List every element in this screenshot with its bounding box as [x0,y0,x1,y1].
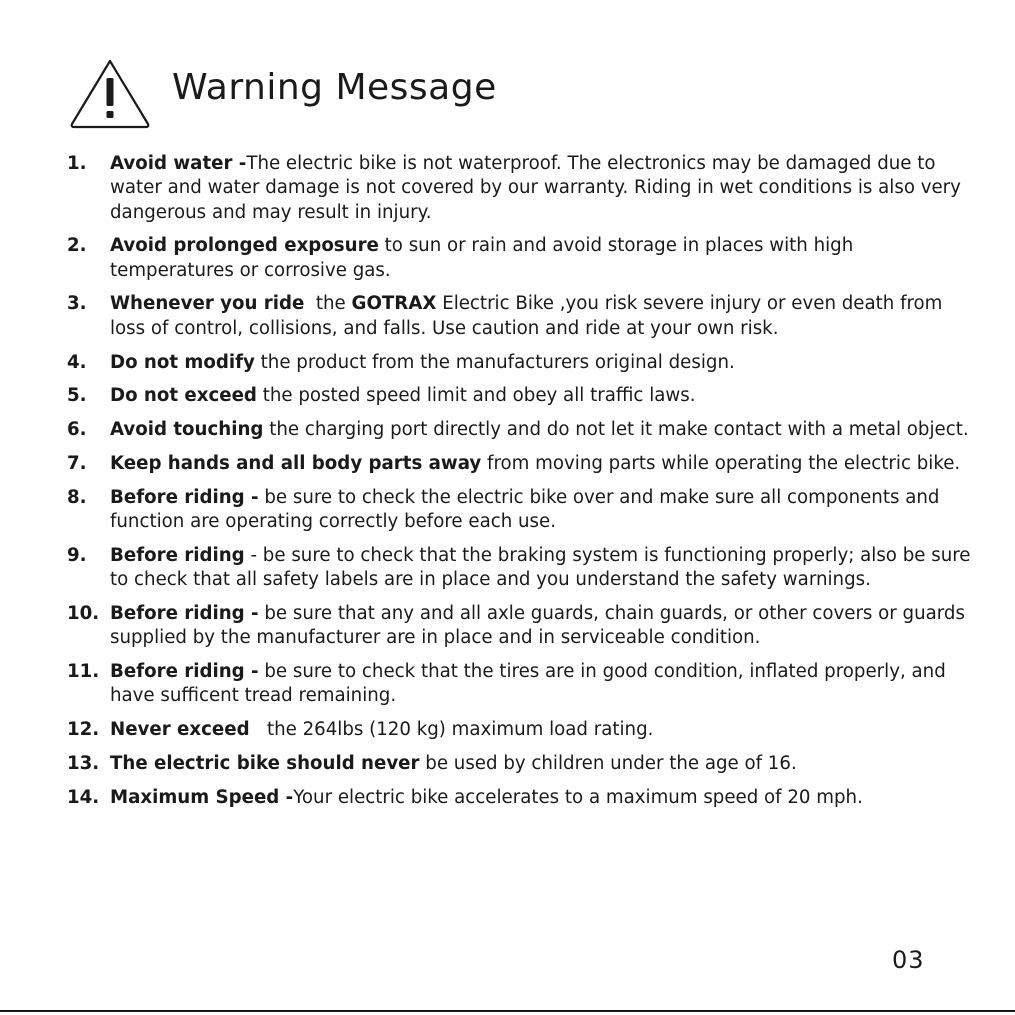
item-number: 8. [67,486,87,508]
item-lead: Avoid water - [110,153,247,174]
item-number: 1. [67,153,87,174]
item-lead: Maximum Speed - [110,786,294,808]
brand-name: GOTRAX [351,293,437,315]
warning-item-4 [67,351,977,375]
item-number: 4. [67,351,87,373]
item-lead: Do not modify [110,351,255,373]
page-title: Warning Message [172,67,497,108]
item-text: the product from the manufacturers original design. [254,351,735,373]
item-lead: Avoid prolonged exposure [110,235,379,257]
warning-item-8 [67,486,977,535]
item-number: 3. [67,293,87,315]
item-body [110,544,977,593]
warning-item-6 [67,418,977,442]
item-text: from moving parts while operating the electric bike. [481,452,961,474]
item-lead: Before riding [110,544,245,566]
item-body [110,660,977,709]
warning-item-11 [67,660,977,709]
item-number: 14. [67,786,100,808]
bottom-divider [0,1010,1015,1012]
item-lead: Avoid touching [110,419,264,441]
item-body [110,384,977,408]
item-lead: Before riding - [110,486,259,508]
item-text: - be sure to check that the braking system is functioning properly; also be sure to check that all safety labels are in place and you understand the safety warnings. [110,544,971,591]
warning-triangle-icon [68,56,152,130]
item-number: 6. [67,419,87,441]
item-number: 5. [67,385,87,407]
item-body [110,602,977,651]
item-text: the charging port directly and do not let it make contact with a metal object. [263,419,969,441]
warning-item-3 [67,292,977,341]
item-body [110,152,977,225]
item-body [110,292,977,341]
warning-item-1 [67,152,977,225]
item-lead: Before riding - [110,602,259,624]
page-header [68,56,668,132]
item-lead: Before riding - [110,661,259,683]
item-number: 10. [67,602,100,624]
warning-item-9 [67,544,977,593]
item-body [110,718,977,742]
item-body [110,752,977,776]
item-number: 2. [67,235,87,257]
item-text: Your electric bike accelerates to a maximum speed of 20 mph. [293,786,863,808]
item-text: be sure to check that the tires are in good condition, inflated properly, and have sufficent tread remaining. [110,661,946,707]
item-text: the posted speed limit and obey all traffic laws. [256,385,696,407]
item-number: 11. [67,661,100,683]
item-text: Electric Bike ,you risk severe injury or even death from loss of control, collisions, and falls. Use caution and ride at your own risk. [110,293,943,339]
item-number: 12. [67,719,100,741]
warning-item-12 [67,718,977,742]
item-body [110,418,977,442]
item-lead: Keep hands and all body parts away [110,452,482,474]
item-lead: Do not exceed [110,385,257,407]
item-number: 13. [67,752,100,774]
warning-item-2 [67,234,977,283]
item-lead: The electric bike should never [110,752,420,774]
item-number: 9. [67,544,87,566]
item-body [110,234,977,283]
warning-item-14 [67,786,977,810]
item-lead: Whenever you ride [110,293,305,315]
warning-list [67,152,977,820]
item-text: The electric bike is not waterproof. The electronics may be damaged due to water and water damage is not covered by our warranty. Riding in wet conditions is also very dangerous and may result in injury. [110,153,961,223]
warning-item-13 [67,752,977,776]
item-number: 7. [67,452,87,474]
item-body [110,486,977,535]
item-body [110,786,977,810]
warning-item-5 [67,384,977,408]
item-text: the 264lbs (120 kg) maximum load rating. [249,719,654,741]
item-text: be sure to check the electric bike over and make sure all components and function are operating correctly before each use. [110,486,940,533]
item-text-mid: the [304,293,352,315]
item-text: be sure that any and all axle guards, chain guards, or other covers or guards supplied by the manufacturer are in place and in serviceable condition. [110,602,965,649]
item-text: to sun or rain and avoid storage in places with high temperatures or corrosive gas. [110,235,854,281]
item-lead: Never exceed [110,719,250,741]
item-body [110,452,977,476]
warning-item-10 [67,602,977,651]
item-text: be used by children under the age of 16. [419,752,797,774]
warning-item-7 [67,452,977,476]
item-body [110,351,977,375]
page-number: 03 [892,946,925,974]
